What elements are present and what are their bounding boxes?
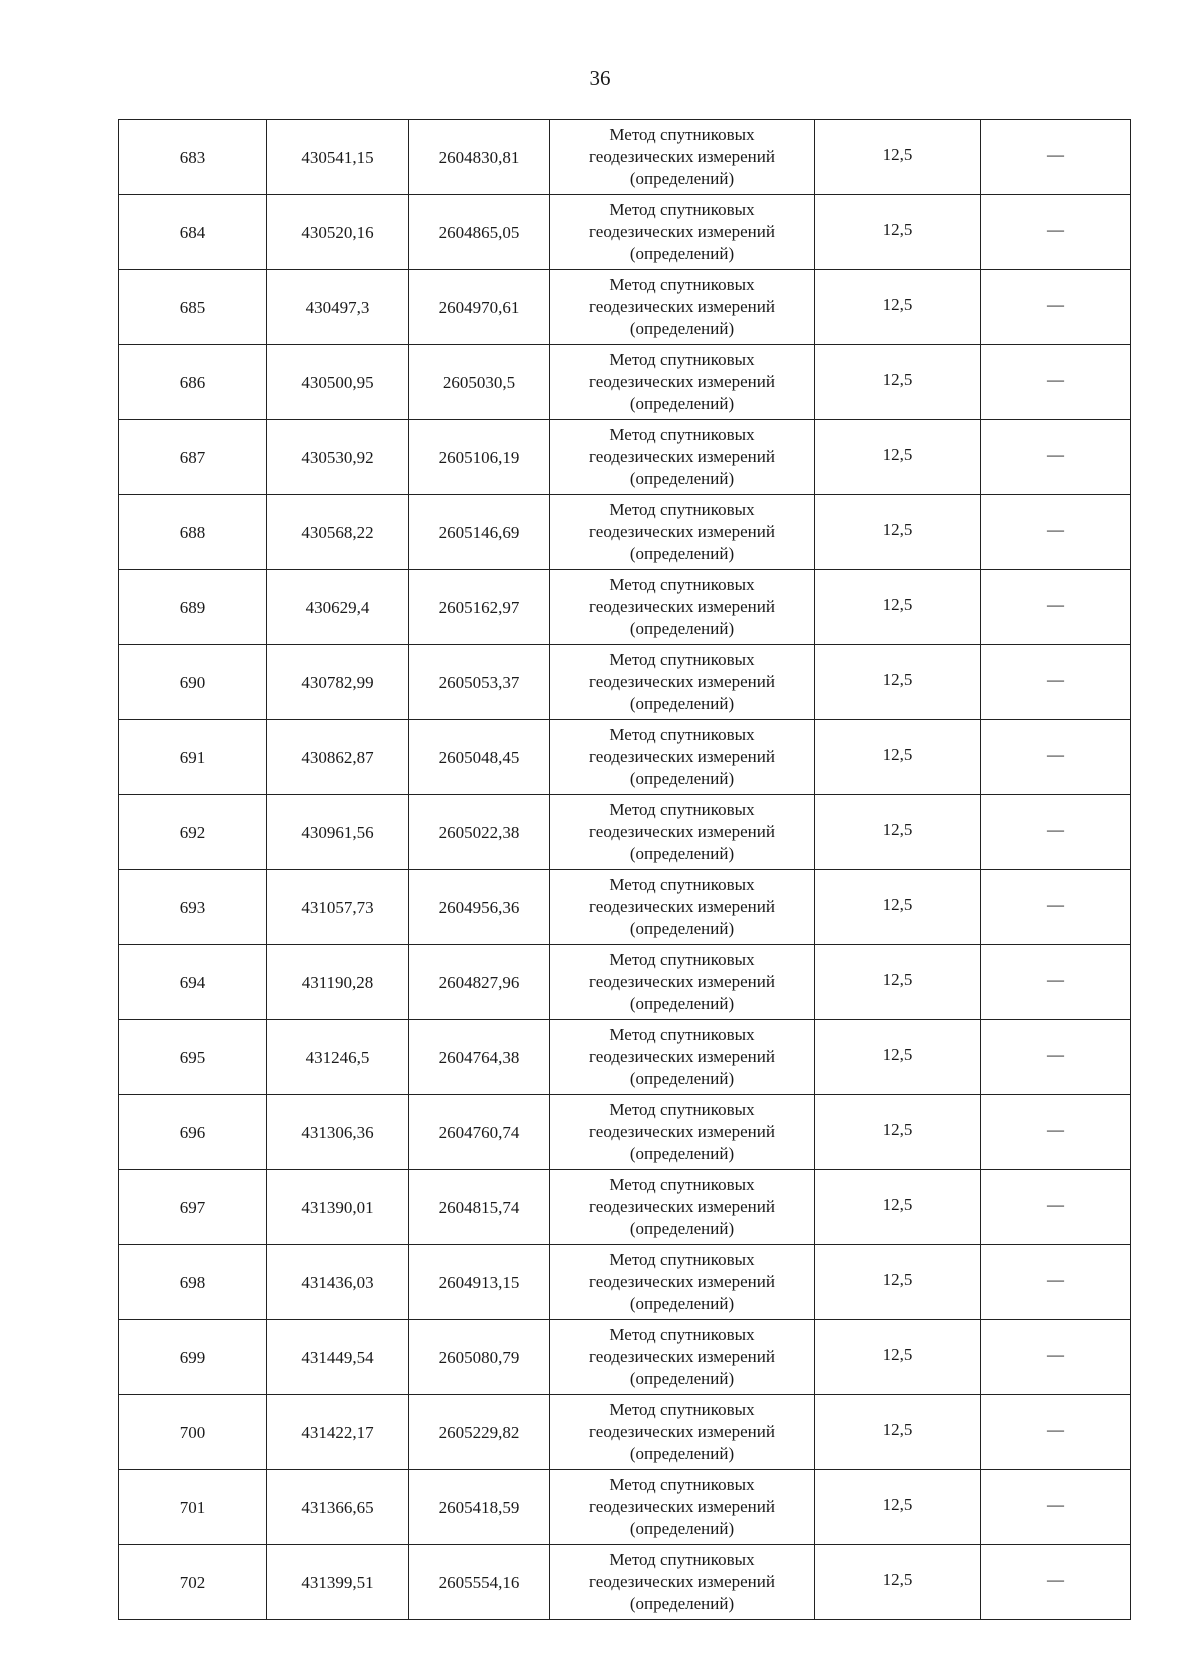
method-cell <box>550 420 815 495</box>
table-row <box>119 1020 1131 1095</box>
note-cell: — <box>981 420 1131 495</box>
method-line: (определений) <box>629 1594 735 1613</box>
method-cell <box>550 1095 815 1170</box>
point-number-cell: 694 <box>119 945 267 1020</box>
accuracy-cell: 12,5 <box>815 1020 981 1095</box>
accuracy-cell: 12,5 <box>815 870 981 945</box>
note-cell: — <box>981 1020 1131 1095</box>
note-cell: — <box>981 1170 1131 1245</box>
y-coordinate-cell: 2605048,45 <box>409 720 550 795</box>
table-row <box>119 420 1131 495</box>
method-cell <box>550 495 815 570</box>
point-number-cell: 684 <box>119 195 267 270</box>
accuracy-cell: 12,5 <box>815 120 981 195</box>
method-line: (определений) <box>629 844 735 863</box>
y-coordinate-cell: 2605022,38 <box>409 795 550 870</box>
x-coordinate-cell: 431436,03 <box>267 1245 409 1320</box>
method-line: Метод спутниковых <box>609 875 755 894</box>
method-line: (определений) <box>629 1144 735 1163</box>
method-cell <box>550 1545 815 1620</box>
method-cell <box>550 1320 815 1395</box>
point-number-cell: 686 <box>119 345 267 420</box>
method-cell <box>550 720 815 795</box>
x-coordinate-cell: 430961,56 <box>267 795 409 870</box>
method-line: (определений) <box>629 469 735 488</box>
method-line: геодезических измерений <box>589 372 775 391</box>
method-line: геодезических измерений <box>589 672 775 691</box>
point-number-cell: 683 <box>119 120 267 195</box>
method-cell <box>550 1470 815 1545</box>
x-coordinate-cell: 431390,01 <box>267 1170 409 1245</box>
method-line: (определений) <box>629 394 735 413</box>
y-coordinate-cell: 2605053,37 <box>409 645 550 720</box>
y-coordinate-cell: 2604830,81 <box>409 120 550 195</box>
point-number-cell: 700 <box>119 1395 267 1470</box>
method-line: Метод спутниковых <box>609 1175 755 1194</box>
table-row <box>119 720 1131 795</box>
method-line: (определений) <box>629 1519 735 1538</box>
method-line: (определений) <box>629 544 735 563</box>
accuracy-cell: 12,5 <box>815 795 981 870</box>
method-line: геодезических измерений <box>589 1347 775 1366</box>
method-line: (определений) <box>629 1294 735 1313</box>
note-cell: — <box>981 1095 1131 1170</box>
method-line: геодезических измерений <box>589 972 775 991</box>
method-line: геодезических измерений <box>589 1047 775 1066</box>
method-line: геодезических измерений <box>589 1122 775 1141</box>
y-coordinate-cell: 2604827,96 <box>409 945 550 1020</box>
x-coordinate-cell: 430520,16 <box>267 195 409 270</box>
x-coordinate-cell: 430862,87 <box>267 720 409 795</box>
y-coordinate-cell: 2605146,69 <box>409 495 550 570</box>
method-line: геодезических измерений <box>589 297 775 316</box>
method-line: геодезических измерений <box>589 822 775 841</box>
method-line: (определений) <box>629 994 735 1013</box>
method-line: геодезических измерений <box>589 747 775 766</box>
note-cell: — <box>981 345 1131 420</box>
method-cell <box>550 1170 815 1245</box>
point-number-cell: 691 <box>119 720 267 795</box>
method-cell <box>550 1020 815 1095</box>
method-line: (определений) <box>629 1369 735 1388</box>
method-line: (определений) <box>629 319 735 338</box>
method-line: Метод спутниковых <box>609 950 755 969</box>
method-line: Метод спутниковых <box>609 1325 755 1344</box>
method-line: Метод спутниковых <box>609 575 755 594</box>
method-line: (определений) <box>629 769 735 788</box>
note-cell: — <box>981 945 1131 1020</box>
method-line: Метод спутниковых <box>609 125 755 144</box>
method-line: Метод спутниковых <box>609 1475 755 1494</box>
method-line: Метод спутниковых <box>609 200 755 219</box>
x-coordinate-cell: 431399,51 <box>267 1545 409 1620</box>
coordinates-table <box>118 119 1131 1620</box>
point-number-cell: 697 <box>119 1170 267 1245</box>
method-line: геодезических измерений <box>589 1572 775 1591</box>
method-cell <box>550 1245 815 1320</box>
method-line: геодезических измерений <box>589 597 775 616</box>
table-row <box>119 1320 1131 1395</box>
method-line: геодезических измерений <box>589 147 775 166</box>
method-cell <box>550 795 815 870</box>
table-row <box>119 495 1131 570</box>
point-number-cell: 701 <box>119 1470 267 1545</box>
accuracy-cell: 12,5 <box>815 945 981 1020</box>
table-row <box>119 345 1131 420</box>
note-cell: — <box>981 1245 1131 1320</box>
accuracy-cell: 12,5 <box>815 420 981 495</box>
table-row <box>119 120 1131 195</box>
x-coordinate-cell: 431422,17 <box>267 1395 409 1470</box>
method-line: геодезических измерений <box>589 897 775 916</box>
x-coordinate-cell: 431057,73 <box>267 870 409 945</box>
point-number-cell: 693 <box>119 870 267 945</box>
method-line: (определений) <box>629 694 735 713</box>
x-coordinate-cell: 431366,65 <box>267 1470 409 1545</box>
point-number-cell: 696 <box>119 1095 267 1170</box>
method-line: Метод спутниковых <box>609 1025 755 1044</box>
note-cell: — <box>981 645 1131 720</box>
method-line: Метод спутниковых <box>609 275 755 294</box>
method-line: геодезических измерений <box>589 222 775 241</box>
method-line: (определений) <box>629 619 735 638</box>
note-cell: — <box>981 570 1131 645</box>
note-cell: — <box>981 870 1131 945</box>
method-line: (определений) <box>629 1069 735 1088</box>
y-coordinate-cell: 2605106,19 <box>409 420 550 495</box>
y-coordinate-cell: 2604815,74 <box>409 1170 550 1245</box>
method-cell <box>550 1395 815 1470</box>
table-row <box>119 570 1131 645</box>
table-row <box>119 1245 1131 1320</box>
x-coordinate-cell: 430497,3 <box>267 270 409 345</box>
method-line: Метод спутниковых <box>609 1400 755 1419</box>
x-coordinate-cell: 430500,95 <box>267 345 409 420</box>
method-cell <box>550 645 815 720</box>
note-cell: — <box>981 1320 1131 1395</box>
method-line: геодезических измерений <box>589 1422 775 1441</box>
accuracy-cell: 12,5 <box>815 1245 981 1320</box>
accuracy-cell: 12,5 <box>815 1170 981 1245</box>
method-line: Метод спутниковых <box>609 350 755 369</box>
method-cell <box>550 570 815 645</box>
accuracy-cell: 12,5 <box>815 645 981 720</box>
method-line: Метод спутниковых <box>609 725 755 744</box>
accuracy-cell: 12,5 <box>815 495 981 570</box>
method-line: геодезических измерений <box>589 447 775 466</box>
note-cell: — <box>981 720 1131 795</box>
method-cell <box>550 345 815 420</box>
method-line: (определений) <box>629 919 735 938</box>
point-number-cell: 688 <box>119 495 267 570</box>
accuracy-cell: 12,5 <box>815 270 981 345</box>
accuracy-cell: 12,5 <box>815 1545 981 1620</box>
table-row <box>119 1545 1131 1620</box>
x-coordinate-cell: 431190,28 <box>267 945 409 1020</box>
table-body <box>119 120 1131 1620</box>
point-number-cell: 685 <box>119 270 267 345</box>
x-coordinate-cell: 430782,99 <box>267 645 409 720</box>
x-coordinate-cell: 431306,36 <box>267 1095 409 1170</box>
method-cell <box>550 945 815 1020</box>
x-coordinate-cell: 430568,22 <box>267 495 409 570</box>
method-line: геодезических измерений <box>589 1197 775 1216</box>
accuracy-cell: 12,5 <box>815 570 981 645</box>
x-coordinate-cell: 430541,15 <box>267 120 409 195</box>
y-coordinate-cell: 2604956,36 <box>409 870 550 945</box>
method-cell <box>550 870 815 945</box>
point-number-cell: 695 <box>119 1020 267 1095</box>
note-cell: — <box>981 1395 1131 1470</box>
point-number-cell: 689 <box>119 570 267 645</box>
y-coordinate-cell: 2605162,97 <box>409 570 550 645</box>
point-number-cell: 692 <box>119 795 267 870</box>
table-row <box>119 270 1131 345</box>
method-line: Метод спутниковых <box>609 1550 755 1569</box>
table-row <box>119 1470 1131 1545</box>
table-row <box>119 195 1131 270</box>
accuracy-cell: 12,5 <box>815 195 981 270</box>
method-cell <box>550 195 815 270</box>
method-line: геодезических измерений <box>589 1497 775 1516</box>
y-coordinate-cell: 2604764,38 <box>409 1020 550 1095</box>
y-coordinate-cell: 2605030,5 <box>409 345 550 420</box>
point-number-cell: 687 <box>119 420 267 495</box>
note-cell: — <box>981 795 1131 870</box>
table-row <box>119 870 1131 945</box>
accuracy-cell: 12,5 <box>815 345 981 420</box>
method-line: геодезических измерений <box>589 522 775 541</box>
note-cell: — <box>981 120 1131 195</box>
page-number: 36 <box>589 66 611 90</box>
y-coordinate-cell: 2605418,59 <box>409 1470 550 1545</box>
y-coordinate-cell: 2605080,79 <box>409 1320 550 1395</box>
method-line: Метод спутниковых <box>609 1250 755 1269</box>
accuracy-cell: 12,5 <box>815 1320 981 1395</box>
table-row <box>119 945 1131 1020</box>
method-line: геодезических измерений <box>589 1272 775 1291</box>
method-line: (определений) <box>629 1219 735 1238</box>
method-line: Метод спутниковых <box>609 500 755 519</box>
x-coordinate-cell: 430530,92 <box>267 420 409 495</box>
method-line: Метод спутниковых <box>609 650 755 669</box>
y-coordinate-cell: 2604760,74 <box>409 1095 550 1170</box>
method-cell <box>550 120 815 195</box>
note-cell: — <box>981 1545 1131 1620</box>
accuracy-cell: 12,5 <box>815 1395 981 1470</box>
x-coordinate-cell: 431246,5 <box>267 1020 409 1095</box>
accuracy-cell: 12,5 <box>815 1470 981 1545</box>
table-row <box>119 645 1131 720</box>
y-coordinate-cell: 2604970,61 <box>409 270 550 345</box>
method-line: (определений) <box>629 244 735 263</box>
y-coordinate-cell: 2604913,15 <box>409 1245 550 1320</box>
table-row <box>119 1395 1131 1470</box>
method-line: (определений) <box>629 1444 735 1463</box>
point-number-cell: 698 <box>119 1245 267 1320</box>
method-line: Метод спутниковых <box>609 425 755 444</box>
y-coordinate-cell: 2605229,82 <box>409 1395 550 1470</box>
note-cell: — <box>981 1470 1131 1545</box>
note-cell: — <box>981 495 1131 570</box>
point-number-cell: 702 <box>119 1545 267 1620</box>
y-coordinate-cell: 2605554,16 <box>409 1545 550 1620</box>
point-number-cell: 699 <box>119 1320 267 1395</box>
method-line: Метод спутниковых <box>609 800 755 819</box>
accuracy-cell: 12,5 <box>815 1095 981 1170</box>
method-line: Метод спутниковых <box>609 1100 755 1119</box>
accuracy-cell: 12,5 <box>815 720 981 795</box>
table-row <box>119 795 1131 870</box>
y-coordinate-cell: 2604865,05 <box>409 195 550 270</box>
table-row <box>119 1170 1131 1245</box>
method-line: (определений) <box>629 169 735 188</box>
note-cell: — <box>981 195 1131 270</box>
note-cell: — <box>981 270 1131 345</box>
x-coordinate-cell: 430629,4 <box>267 570 409 645</box>
method-cell <box>550 270 815 345</box>
table-row <box>119 1095 1131 1170</box>
point-number-cell: 690 <box>119 645 267 720</box>
x-coordinate-cell: 431449,54 <box>267 1320 409 1395</box>
